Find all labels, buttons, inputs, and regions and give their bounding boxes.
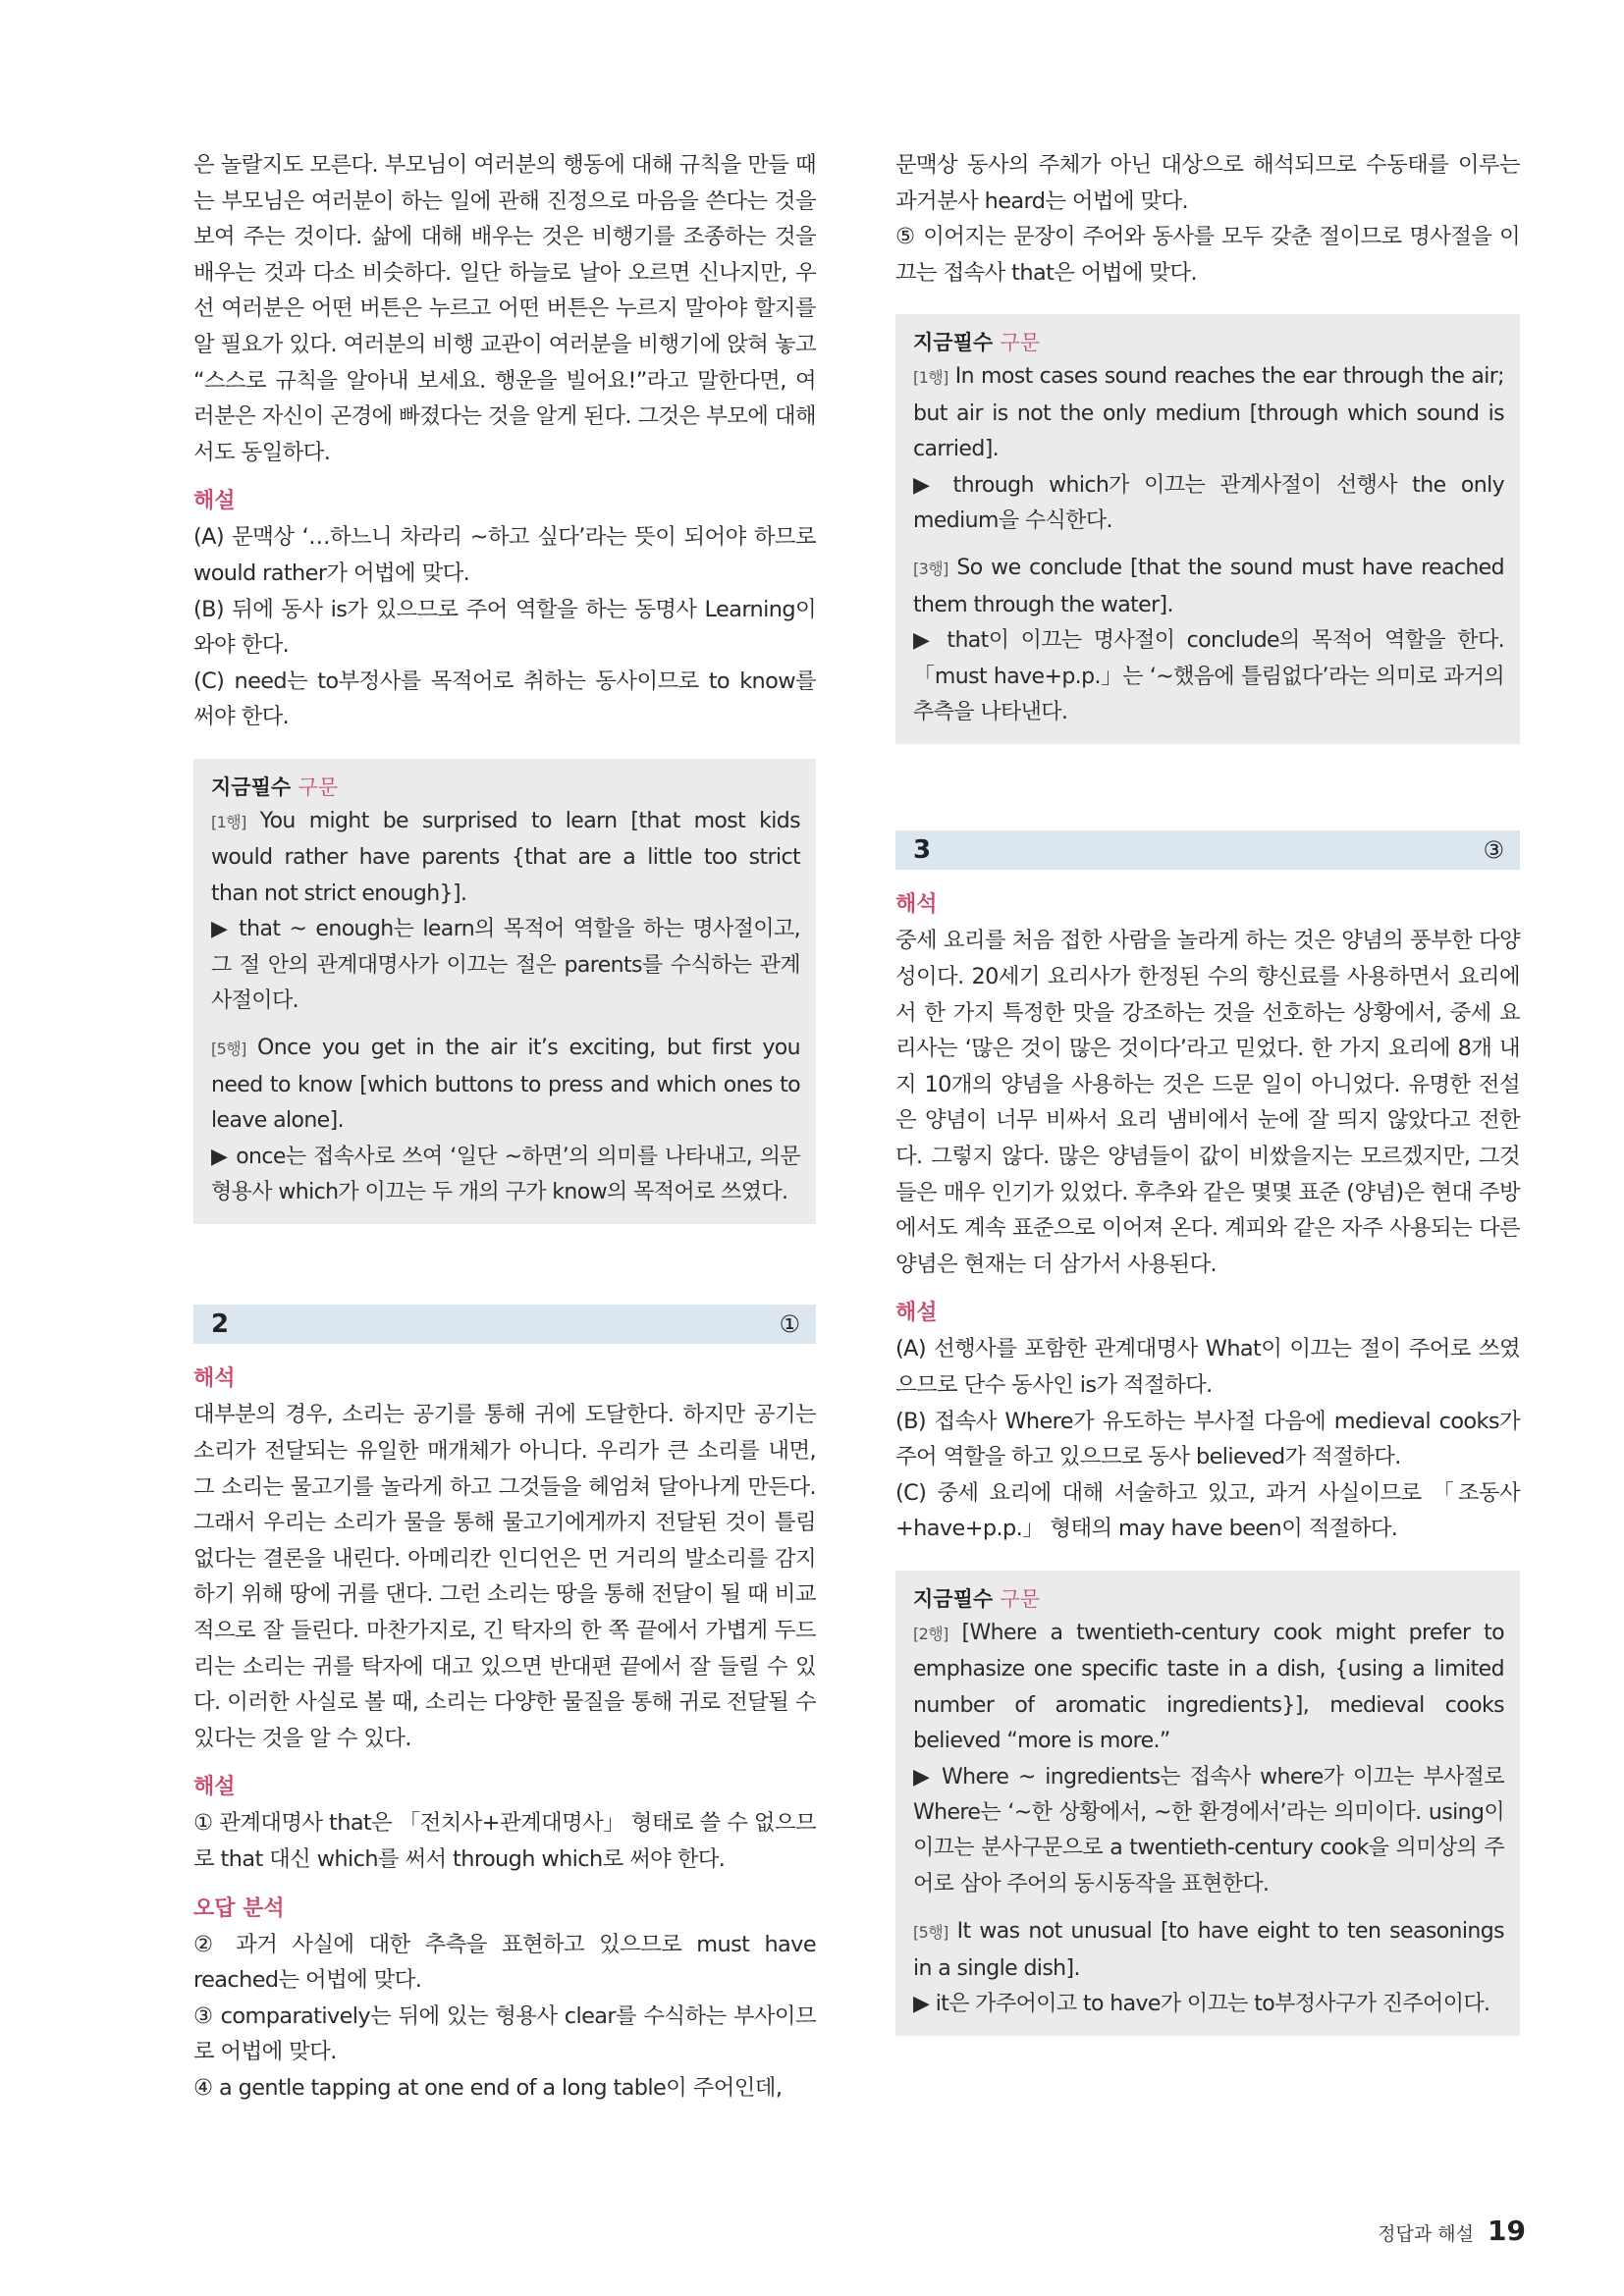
- syntax-box-title: 지금필수 구문: [913, 331, 1041, 355]
- page-footer: [1378, 2215, 1526, 2247]
- translation-text: 중세 요리를 처음 접한 사람을 놀라게 하는 것은 양념의 풍부한 다양성이다. 20세기 요리사가 한정된 수의 향신료를 사용하면서 요리에서 한 가지 특정한 맛을 강조하는 것을 선호하는 상황에서, 중세 요리사는 ‘많은 것이 많은 것이다’라고 믿었다. 한 가지 요리에 8개 내지 10개의 양념을 사용하는 것은 드문 일이 아니었다. 유명한 전설은 양념이 너무 비싸서 요리 냄비에서 눈에 잘 띄지 않았다고 전한다. 그렇지 않다. 많은 양념들이 값이 비쌌을지는 모르겠지만, 그것들은 매우 인기가 있었다. 후추와 같은 몇몇 표준 (양념)은 현대 주방에서도 계속 표준으로 이어져 온다. 계피와 같은 자주 사용되는 다른 양념은 현재는 더 삼가서 사용된다.: [895, 928, 1520, 1277]
- commentary-label: 해설: [193, 489, 236, 514]
- commentary-item: (B) 접속사 Where가 유도하는 부사절 다음에 medieval cooks가 주어 역할을 하고 있으므로 동사 believed가 적절하다.: [895, 1408, 1520, 1470]
- example-sentence: Once you get in the air it’s exciting, but first you need to know [which buttons to press and which ones to leave alone].: [211, 1036, 800, 1134]
- syntax-entry: [913, 1914, 1504, 2022]
- example-sentence: [Where a twentieth-century cook might prefer to emphasize one specific taste in a dish, {using a limited number of aromatic ingredients}], medieval cooks believed “more is more.”: [913, 1620, 1504, 1754]
- line-tag: [2행]: [913, 1624, 948, 1643]
- wrong-answer-label: 오답 분석: [193, 1896, 285, 1921]
- commentary-item: (A) 문맥상 ‘…하느니 차라리 ~하고 싶다’라는 뜻이 되어야 하므로 would rather가 어법에 맞다.: [193, 524, 816, 586]
- syntax-note: ▶ that이 이끄는 명사절이 conclude의 목적어 역할을 한다. 「must have+p.p.」는 ‘~했음에 틀림없다’라는 의미로 과거의 추측을 나타낸다.: [913, 628, 1504, 725]
- example-sentence: So we conclude [that the sound must have reached them through the water].: [913, 556, 1504, 617]
- wrong-answer-item: ⑤ 이어지는 문장이 주어와 동사를 모두 갖춘 절이므로 명사절을 이끄는 접속사 that은 어법에 맞다.: [895, 224, 1520, 286]
- section-header-3: [895, 830, 1520, 870]
- answer-badge: ①: [779, 1310, 800, 1339]
- footer-label: 정답과 해설: [1378, 2223, 1474, 2245]
- syntax-box-title: 지금필수 구문: [913, 1586, 1041, 1611]
- line-tag: [3행]: [913, 560, 948, 579]
- syntax-entry: [913, 359, 1504, 539]
- line-tag: [5행]: [913, 1923, 948, 1943]
- right-column: [895, 147, 1520, 2036]
- commentary-item: ① 관계대명사 that은 「전치사+관계대명사」 형태로 쓸 수 없으므로 that 대신 which를 써서 through which로 써야 한다.: [193, 1810, 816, 1872]
- commentary-item: (C) need는 to부정사를 목적어로 취하는 동사이므로 to know를 써야 한다.: [193, 667, 816, 730]
- syntax-box: [895, 314, 1520, 744]
- commentary-item: (C) 중세 요리에 대해 서술하고 있고, 과거 사실이므로 「조동사+have+p.p.」 형태의 may have been이 적절하다.: [895, 1479, 1520, 1542]
- syntax-box-title: 지금필수 구문: [211, 774, 339, 799]
- translation-continued: 은 놀랄지도 모른다. 부모님이 여러분의 행동에 대해 규칙을 만들 때는 부모님은 여러분이 하는 일에 관해 진정으로 마음을 쓴다는 것을 보여 주는 것이다. 삶에 대해 배우는 것은 비행기를 조종하는 것을 배우는 것과 다소 비슷하다. 일단 하늘로 날아 오르면 신나지만, 우선 여러분은 어떤 버튼은 누르고 어떤 버튼은 누르지 말아야 할지를 알 필요가 있다. 여러분의 비행 교관이 여러분을 비행기에 앉혀 놓고 “스스로 규칙을 알아내 보세요. 행운을 빌어요!”라고 말한다면, 여러분은 자신이 곤경에 빠졌다는 것을 알게 된다. 그것은 부모에 대해서도 동일하다.: [193, 152, 816, 465]
- wrong-answer-item: ③ comparatively는 뒤에 있는 형용사 clear를 수식하는 부사이므로 어법에 맞다.: [193, 2002, 816, 2065]
- syntax-note: ▶ through which가 이끄는 관계사절이 선행사 the only medium을 수식한다.: [913, 472, 1504, 533]
- commentary-item: (A) 선행사를 포함한 관계대명사 What이 이끄는 절이 주어로 쓰였으므로 단수 동사인 is가 적절하다.: [895, 1336, 1520, 1398]
- example-sentence: It was not unusual [to have eight to ten seasonings in a single dish].: [913, 1919, 1504, 1981]
- line-tag: [5행]: [211, 1040, 246, 1059]
- syntax-entry: [913, 551, 1504, 730]
- commentary-label: 해설: [193, 1775, 236, 1800]
- example-sentence: You might be surprised to learn [that most kids would rather have parents {that are a little too strict than not strict enough}].: [211, 808, 800, 906]
- syntax-entry: [211, 804, 800, 1019]
- section-number: 2: [211, 1309, 230, 1340]
- wrong-answer-item: ② 과거 사실에 대한 추측을 표현하고 있으므로 must have reached는 어법에 맞다.: [193, 1931, 816, 1994]
- translation-label: 해석: [193, 1366, 236, 1392]
- answer-badge: ③: [1483, 836, 1504, 865]
- syntax-entry: [913, 1616, 1504, 1902]
- syntax-box: [895, 1571, 1520, 2036]
- syntax-box: [193, 759, 816, 1224]
- syntax-note: ▶ it은 가주어이고 to have가 이끄는 to부정사구가 진주어이다.: [913, 1992, 1490, 2016]
- line-tag: [1행]: [913, 368, 948, 388]
- translation-text: 대부분의 경우, 소리는 공기를 통해 귀에 도달한다. 하지만 공기는 소리가 전달되는 유일한 매개체가 아니다. 우리가 큰 소리를 내면, 그 소리는 물고기를 놀라게 하고 그것들을 헤엄쳐 달아나게 만든다. 그래서 우리는 소리가 물을 통해 물고기에게까지 전달된 것이 틀림없다는 결론을 내린다. 아메리칸 인디언은 먼 거리의 발소리를 감지하기 위해 땅에 귀를 댄다. 그런 소리는 땅을 통해 전달이 될 때 비교적으로 잘 들린다. 마찬가지로, 긴 탁자의 한 쪽 끝에서 가볍게 두드리는 소리는 귀를 탁자에 대고 있으면 반대편 끝에서 잘 들릴 수 있다. 이러한 사실로 볼 때, 소리는 다양한 물질을 통해 귀로 전달될 수 있다는 것을 알 수 있다.: [193, 1402, 816, 1751]
- example-sentence: In most cases sound reaches the ear through the air; but air is not the only medium [through which sound is carried].: [913, 364, 1504, 462]
- left-column: [193, 147, 816, 2106]
- line-tag: [1행]: [211, 812, 246, 831]
- syntax-entry: [211, 1031, 800, 1210]
- syntax-note: ▶ once는 접속사로 쓰여 ‘일단 ~하면’의 의미를 나타내고, 의문형용사 which가 이끄는 두 개의 구가 know의 목적어로 쓰였다.: [211, 1144, 800, 1204]
- page-number: 19: [1488, 2215, 1526, 2247]
- commentary-label: 해설: [895, 1301, 938, 1326]
- wrong-answer-item: 문맥상 동사의 주체가 아닌 대상으로 해석되므로 수동태를 이루는 과거분사 heard는 어법에 맞다.: [895, 152, 1520, 214]
- syntax-note: ▶ that ~ enough는 learn의 목적어 역할을 하는 명사절이고, 그 절 안의 관계대명사가 이끄는 절은 parents를 수식하는 관계사절이다.: [211, 917, 800, 1013]
- translation-label: 해석: [895, 892, 938, 918]
- wrong-answer-item: ④ a gentle tapping at one end of a long table이 주어인데,: [193, 2074, 783, 2101]
- section-header-2: [193, 1305, 816, 1344]
- syntax-note: ▶ Where ~ ingredients는 접속사 where가 이끄는 부사절로 Where는 ‘~한 상황에서, ~한 환경에서’라는 의미이다. using이 이끄는 분사구문으로 a twentieth-century cook을 의미상의 주어로 삼아 주어의 동시동작을 표현한다.: [913, 1764, 1504, 1896]
- section-number: 3: [913, 835, 932, 866]
- commentary-item: (B) 뒤에 동사 is가 있으므로 주어 역할을 하는 동명사 Learning이 와야 한다.: [193, 596, 816, 659]
